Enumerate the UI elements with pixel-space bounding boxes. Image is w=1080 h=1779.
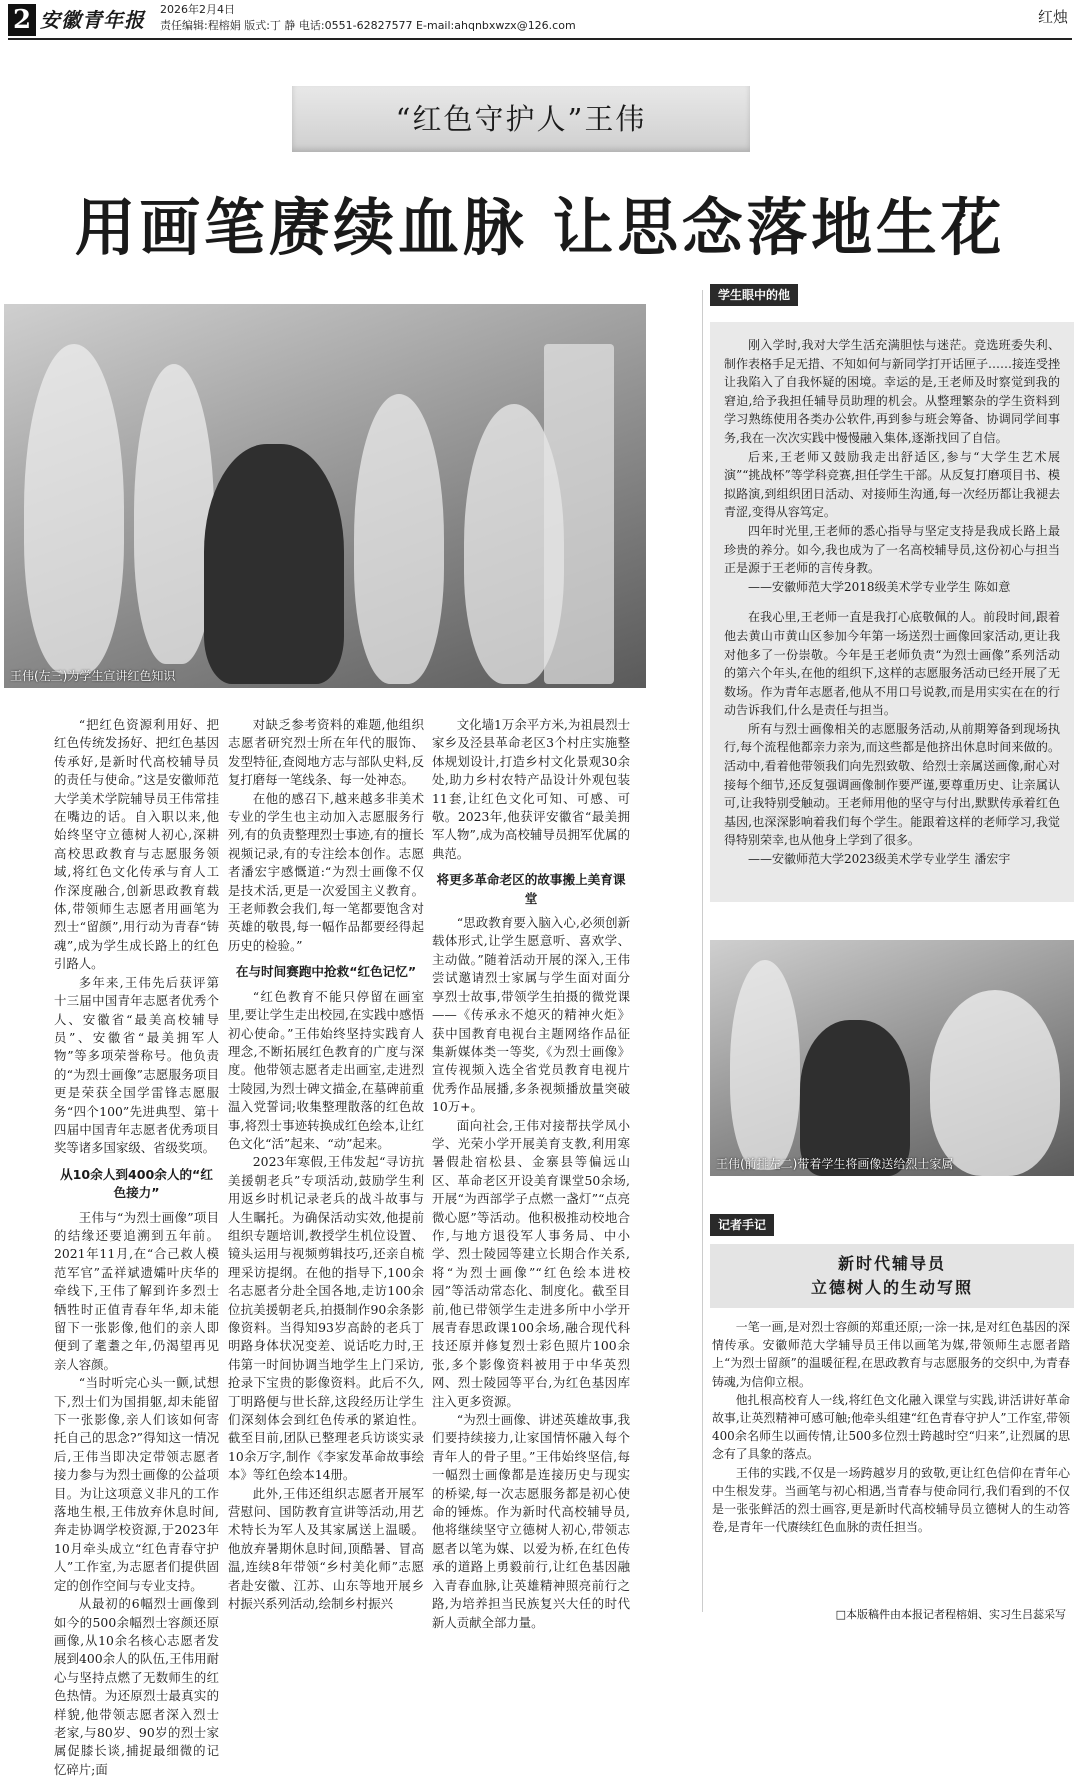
note-title-line: 立德树人的生动写照 bbox=[810, 1278, 973, 1297]
side-photo bbox=[710, 940, 1074, 1176]
credit-line: □本版稿件由本报记者程榕娟、实习生吕蕊采写 bbox=[835, 1608, 1066, 1621]
main-photo-caption: 王伟(左三)为学生宣讲红色知识 bbox=[10, 669, 176, 683]
signature: ——安徽师范大学2018级美术学专业学生 陈如意 bbox=[748, 579, 1011, 594]
paragraph: 在他的感召下,越来越多非美术专业的学生也主动加入志愿服务行列,有的负责整理烈士事迹,有的擅长视频记录,有的专注绘本创作。志愿者潘宏宇感慨道:“为烈士画像不仅是技术活,更是一次爱国主义教育。王老师教会我们,每一笔都要饱含对英雄的敬畏,每一幅作品都要经得起历史的检验。” bbox=[228, 790, 424, 953]
paragraph: 2023年寒假,王伟发起“寻访抗美援朝老兵”专项活动,鼓励学生利用返乡时机记录老兵的战斗故事与人生瞩托。为确保活动实效,他提前组织专题培训,教授学生机位设置、镜头运用与视频剪辑技巧,还亲自梳理采访提纲。在他的指导下,100余名志愿者分赴全国各地,走访100余位抗美援朝老兵,拍摄制作90余条影像资料。当得知93岁高龄的老兵丁明路身体状况变差、说话吃力时,王伟第一时间协调当地学生上门采访,抢录下宝贵的影像资料。此后不久,丁明路便与世长辞,这段经历让学生们深刻体会到红色传承的紧迫性。截至目前,团队已整理老兵访谈实录10余万字,制作《李家发革命故事绘本》等红色绘本14册。 bbox=[228, 1154, 424, 1483]
page-number: 2 bbox=[8, 4, 36, 36]
masthead-info bbox=[160, 2, 576, 34]
paragraph: 所有与烈士画像相关的志愿服务活动,从前期筹备到现场执行,每个流程他都亲力亲为,而这些都是他挤出休息时间来做的。活动中,看着他带领我们向先烈致敬、给烈士亲属送画像,耐心对接每个细节,还反复强调画像制作要严谨,要尊重历史、让亲属认可,让我特别受触动。王老师用他的坚守与付出,默默传承着红色基因,也深深影响着我们每个学生。能跟着这样的老师学习,我觉得特别荣幸,也从他身上学到了很多。 bbox=[724, 721, 1060, 848]
paragraph: 在我心里,王老师一直是我打心底敬佩的人。前段时间,跟着他去黄山市黄山区参加今年第一场送烈士画像回家活动,更让我对他多了一份崇敬。今年是王老师负责“为烈士画像”系列活动的第六个年头,在他的组织下,这样的志愿服务活动已经开展了无数场。作为青年志愿者,他从不用口号说教,而是用实实在在的行动告诉我们,什么是责任与担当。 bbox=[724, 610, 1060, 718]
paragraph: 多年来,王伟先后获评第十三届中国青年志愿者优秀个人、安徽省“最美高校辅导员”、安徽省“最美拥军人物”等多项荣誉称号。他负责的“为烈士画像”志愿服务项目更是荣获全国学雷锋志愿服务“四个100”先进典型、第十四届中国青年志愿者优秀项目奖等诸多国家级、省级奖项。 bbox=[54, 974, 219, 1156]
headline: 用画笔赓续血脉 让思念落地生花 bbox=[74, 191, 1006, 264]
editor-line: 责任编辑:程榕娟 版式:丁 静 电话:0551-62827577 E-mail:ahqnbxwzx@126.com bbox=[160, 19, 576, 32]
paragraph: 对缺乏参考资料的难题,他组织志愿者研究烈士所在年代的服饰、发型特征,查阅地方志与部队史料,反复打磨每一笔线条、每一处神态。 bbox=[228, 717, 424, 788]
paragraph: 一笔一画,是对烈士容颜的郑重还原;一涂一抹,是对红色基因的深情传承。安徽师范大学辅导员王伟以画笔为媒,带领师生志愿者踏上“为烈士留颜”的温暖征程,在思政教育与志愿服务的交织中,为青春铸魂,为信仰立根。 bbox=[712, 1320, 1070, 1389]
paragraph: “红色教育不能只停留在画室里,要让学生走出校园,在实践中感悟初心使命。”王伟始终坚持实践育人理念,不断拓展红色教育的广度与深度。他带领志愿者走出画室,走进烈士陵园,为烈士碑文描金,在墓碑前重温入党誓词;收集整理散落的红色故事,将烈士事迹转换成红色绘本,让红色文化“活”起来、“动”起来。 bbox=[228, 988, 424, 1151]
column-divider bbox=[702, 290, 703, 1612]
paragraph: 此外,王伟还组织志愿者开展军营慰问、国防教育宣讲等活动,用艺术特长为军人及其家属送上温暖。他放弃暑期休息时间,顶酷暑、冒高温,连续8年带领“乡村美化师”志愿者赴安徽、江苏、山东等地开展乡村振兴系列活动,绘制乡村振兴 bbox=[228, 1485, 424, 1612]
sidebar-heading: 学生眼中的他 bbox=[710, 284, 798, 306]
paragraph: 他扎根高校育人一线,将红色文化融入课堂与实践,讲活讲好革命故事,让英烈精神可感可触;他牵头组建“红色青春守护人”工作室,带领400余名师生以画传情,让500多位烈士跨越时空“归来”,让烈属的思念有了具象的落点。 bbox=[712, 1392, 1070, 1462]
paragraph: 后来,王老师又鼓励我走出舒适区,参与“大学生艺术展演”“挑战杯”等学科竞赛,担任学生干部。从反复打磨项目书、模拟路演,到组织团日活动、对接师生沟通,每一次经历都让我褪去青涩,变得从容笃定。 bbox=[724, 449, 1060, 520]
note-heading: 记者手记 bbox=[710, 1214, 774, 1236]
paragraph: “把红色资源利用好、把红色传统发扬好、把红色基因传承好,是新时代高校辅导员的责任与使命。”这是安徽师范大学美术学院辅导员王伟常挂在嘴边的话。自入职以来,他始终坚守立德树人初心,深耕高校思政教育与志愿服务领域,将红色文化传承与育人工作深度融合,创新思政教育载体,带领师生志愿者用画笔为烈士“留颜”,用行动为青春“铸魂”,成为学生成长路上的红色引路人。 bbox=[54, 717, 219, 972]
subheading: 在与时间赛跑中抢救“红色记忆” bbox=[235, 964, 417, 980]
article-column-3 bbox=[432, 716, 630, 1632]
student-letters bbox=[724, 336, 1060, 881]
subheading: 将更多革命老区的故事搬上美育课堂 bbox=[436, 872, 626, 906]
reporter-note bbox=[712, 1318, 1070, 1536]
paragraph: “为烈士画像、讲述英雄故事,我们要持续接力,让家国情怀融入每个青年人的骨子里。”王伟始终坚信,每一幅烈士画像都是连接历史与现实的桥梁,每一次志愿服务都是初心使命的锤炼。作为新时代高校辅导员,他将继续坚守立德树人初心,带领志愿者以笔为媒、以爱为桥,在红色传承的道路上勇毅前行,让红色基因融入青春血脉,让英雄精神照亮前行之路,为培养担当民族复兴大任的时代新人贡献全部力量。 bbox=[432, 1412, 630, 1630]
paragraph: 文化墙1万余平方米,为祖晨烈士家乡及泾县革命老区3个村庄实施整体规划设计,打造乡村文化景观30余处,助力乡村农特产品设计外观包装11套,让红色文化可知、可感、可敬。2023年,他获评安徽省“最美拥军人物”,成为高校辅导员拥军优属的典范。 bbox=[432, 717, 630, 861]
subheading: 从10余人到400余人的“红色接力” bbox=[60, 1166, 213, 1201]
paragraph: 刚入学时,我对大学生活充满胆怯与迷茫。竞选班委失利、制作表格手足无措、不知如何与新同学打开话匣子……接连受挫让我陷入了自我怀疑的困境。幸运的是,王老师及时察觉到我的窘迫,给予我担任辅导员助理的机会。从整理繁杂的学生资料到学习熟练使用各类办公软件,再到参与班会筹备、协调同学间事务,我在一次次实践中慢慢融入集体,逐渐找回了自信。 bbox=[724, 338, 1061, 445]
masthead-rule bbox=[8, 38, 1072, 40]
masthead bbox=[0, 0, 1080, 38]
paragraph: 四年时光里,王老师的悉心指导与坚定支持是我成长路上最珍贵的养分。如今,我也成为了一名高校辅导员,这份初心与担当正是源于王老师的言传身教。 bbox=[724, 523, 1060, 576]
side-photo-caption: 王伟(前排左二)带着学生将画像送给烈士家属 bbox=[716, 1157, 954, 1171]
paragraph: “思政教育要入脑入心,必须创新载体形式,让学生愿意听、喜欢学、主动做。”随着活动开展的深入,王伟尝试邀请烈士家属与学生面对面分享烈士故事,带领学生拍摄的微党课——《传承永不熄灭的精神火炬》获中国教育电视台主题网络作品征集新媒体类一等奖,《为烈士画像》宣传视频入选全省党员教育电视片优秀作品展播,多条视频播放量突破10万+。 bbox=[432, 915, 630, 1115]
section-name: 红烛 bbox=[1037, 8, 1068, 26]
article-column-1 bbox=[54, 716, 219, 1779]
paragraph: 王伟与“为烈士画像”项目的结缘还要追溯到五年前。2021年11月,在“合己救人模范军官”孟祥斌遗孀叶庆华的牵线下,王伟了解到许多烈士牺牲时正值青春年华,却未能留下一张影像,他们的亲人即便到了耄耋之年,仍渴望再见亲人容颜。 bbox=[54, 1209, 219, 1372]
newspaper-name: 安徽青年报 bbox=[40, 8, 145, 32]
note-title-line: 新时代辅导员 bbox=[837, 1254, 946, 1273]
paragraph: 面向社会,王伟对接帮扶学凤小学、光荣小学开展美育支教,利用寒暑假赴宿松县、金寨县等偏远山区、革命老区开设美育课堂50余场,开展“为西部学子点燃一盏灯”“点亮微心愿”等活动。他积极推动校地合作,与地方退役军人事务局、中小学、烈士陵园等建立长期合作关系,将“为烈士画像”“红色绘本进校园”等活动常态化、制度化。截至目前,他已带领学生走进多所中小学开展青春思政课100余场,融合现代科技还原并修复烈士彩色照片100余张,多个影像资料被用于中华英烈网、烈士陵园等平台,为红色基因库注入更多资源。 bbox=[432, 1117, 630, 1409]
paragraph: “当时听完心头一颤,试想下,烈士们为国捐躯,却未能留下一张影像,亲人们该如何寄托自己的思念?”得知这一情况后,王伟当即决定带领志愿者接力参与为烈士画像的公益项目。为让这项意义非凡的工作落地生根,王伟放弃休息时间,奔走协调学校资源,于2023年10月牵头成立“红色青春守护人”工作室,为志愿者们提供固定的创作空间与专业支持。 bbox=[54, 1375, 219, 1593]
paragraph: 王伟的实践,不仅是一场跨越岁月的致敬,更让红色信仰在青年心中生根发芽。当画笔与初心相遇,当青春与使命同行,我们看到的不仅是一张张鲜活的烈士画容,更是新时代高校辅导员立德树人的生动答卷,是青年一代赓续红色血脉的责任担当。 bbox=[712, 1465, 1070, 1535]
issue-date: 2026年2月4日 bbox=[160, 3, 235, 16]
article-column-2 bbox=[228, 716, 424, 1614]
kicker-title: “红色守护人”王伟 bbox=[292, 86, 750, 152]
signature: ——安徽师范大学2023级美术学专业学生 潘宏宇 bbox=[748, 852, 1011, 867]
main-photo bbox=[4, 304, 646, 688]
note-title-box bbox=[710, 1244, 1074, 1308]
paragraph: 从最初的6幅烈士画像到如今的500余幅烈士容颜还原画像,从10余名核心志愿者发展到400余人的队伍,王伟用耐心与坚持点燃了无数师生的红色热情。为还原烈士最真实的样貌,他带领志愿者深入烈士老家,与80岁、90岁的烈士家属促膝长谈,捕捉最细微的记忆碎片;面 bbox=[54, 1596, 219, 1777]
